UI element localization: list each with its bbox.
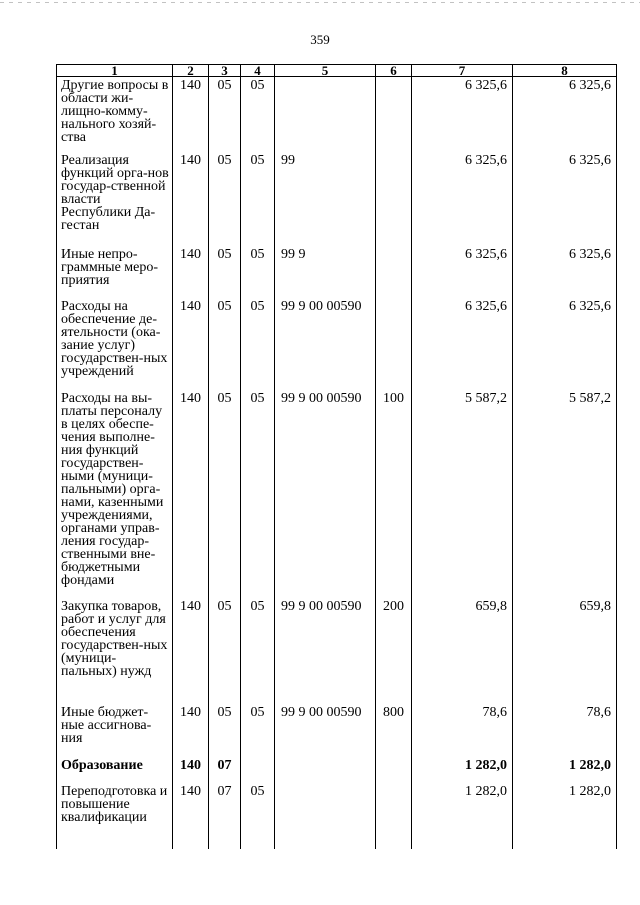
row-col-8: 6 325,6 [513,152,617,246]
row-col-5: 99 9 00 00590 [275,704,376,757]
row-col-5: 99 9 00 00590 [275,298,376,390]
row-name: Другие вопросы в области жи-лищно-комму-нального хозяй-ства [57,77,173,152]
row-col-3: 05 [209,298,241,390]
row-col-8: 78,6 [513,704,617,757]
row-col-4: 05 [241,298,275,390]
row-col-3: 05 [209,390,241,598]
row-col-2: 140 [173,298,209,390]
row-col-6 [376,298,412,390]
row-col-2: 140 [173,783,209,849]
table-row [57,246,617,298]
table-row [57,704,617,757]
row-col-2: 140 [173,704,209,757]
row-col-5 [275,77,376,152]
row-col-8: 1 282,0 [513,757,617,783]
page-number: 359 [310,32,330,47]
table-row [57,298,617,390]
table-row [57,152,617,246]
row-col-4: 05 [241,390,275,598]
row-col-6 [376,757,412,783]
row-col-5: 99 9 00 00590 [275,598,376,704]
row-col-7: 6 325,6 [412,298,513,390]
row-col-3: 05 [209,152,241,246]
header-col-6: 6 [376,65,412,77]
row-col-7: 1 282,0 [412,783,513,849]
row-col-5: 99 9 00 00590 [275,390,376,598]
row-col-8: 6 325,6 [513,298,617,390]
row-name: Реализация функций орга-нов государ-ственной власти Республики Да-гестан [57,152,173,246]
header-col-1: 1 [57,65,173,77]
row-name: Расходы на вы-платы персоналу в целях обеспе-чения выполне-ния функций государствен-ными (муници-пальными) орга-нами, казенными учреждениями, органами управ-ления государ-ственными вне-бюджетными фондами [57,390,173,598]
row-col-6: 800 [376,704,412,757]
row-col-7: 6 325,6 [412,152,513,246]
row-col-2: 140 [173,152,209,246]
row-col-8: 5 587,2 [513,390,617,598]
row-col-5: 99 [275,152,376,246]
row-name: Образование [57,757,173,783]
row-col-6: 100 [376,390,412,598]
header-col-4: 4 [241,65,275,77]
row-col-7: 78,6 [412,704,513,757]
row-col-3: 07 [209,783,241,849]
row-col-8: 6 325,6 [513,77,617,152]
row-col-8: 1 282,0 [513,783,617,849]
row-col-3: 05 [209,246,241,298]
scan-edge-line [0,2,640,3]
header-col-2: 2 [173,65,209,77]
row-col-4: 05 [241,246,275,298]
row-col-5 [275,757,376,783]
row-col-6 [376,152,412,246]
row-col-4: 05 [241,598,275,704]
row-col-4 [241,757,275,783]
row-col-7: 5 587,2 [412,390,513,598]
row-col-4: 05 [241,152,275,246]
row-col-2: 140 [173,246,209,298]
table-row [57,598,617,704]
row-col-7: 659,8 [412,598,513,704]
row-col-7: 6 325,6 [412,246,513,298]
row-col-8: 659,8 [513,598,617,704]
header-col-7: 7 [412,65,513,77]
row-col-2: 140 [173,77,209,152]
row-col-5 [275,783,376,849]
header-col-3: 3 [209,65,241,77]
row-col-4: 05 [241,77,275,152]
row-col-3: 07 [209,757,241,783]
row-col-5: 99 9 [275,246,376,298]
row-col-4: 05 [241,704,275,757]
row-col-6: 200 [376,598,412,704]
row-col-2: 140 [173,757,209,783]
row-col-3: 05 [209,77,241,152]
row-col-7: 1 282,0 [412,757,513,783]
row-name: Переподготовка и повышение квалификации [57,783,173,849]
table-row [57,757,617,783]
row-name: Иные непро-граммные меро-приятия [57,246,173,298]
header-col-8: 8 [513,65,617,77]
row-name: Расходы на обеспечение де-ятельности (ока-зание услуг) государствен-ных учреждений [57,298,173,390]
table-row [57,390,617,598]
row-col-2: 140 [173,390,209,598]
table-row [57,77,617,152]
table-row [57,783,617,849]
header-col-5: 5 [275,65,376,77]
row-col-3: 05 [209,598,241,704]
row-col-8: 6 325,6 [513,246,617,298]
row-col-4: 05 [241,783,275,849]
row-col-3: 05 [209,704,241,757]
table-header-row [57,65,617,77]
row-col-6 [376,77,412,152]
budget-table [56,64,617,849]
row-col-2: 140 [173,598,209,704]
row-col-6 [376,246,412,298]
row-name: Иные бюджет-ные ассигнова-ния [57,704,173,757]
row-col-6 [376,783,412,849]
row-name: Закупка товаров, работ и услуг для обеспечения государствен-ных (муници-пальных) нужд [57,598,173,704]
row-col-7: 6 325,6 [412,77,513,152]
